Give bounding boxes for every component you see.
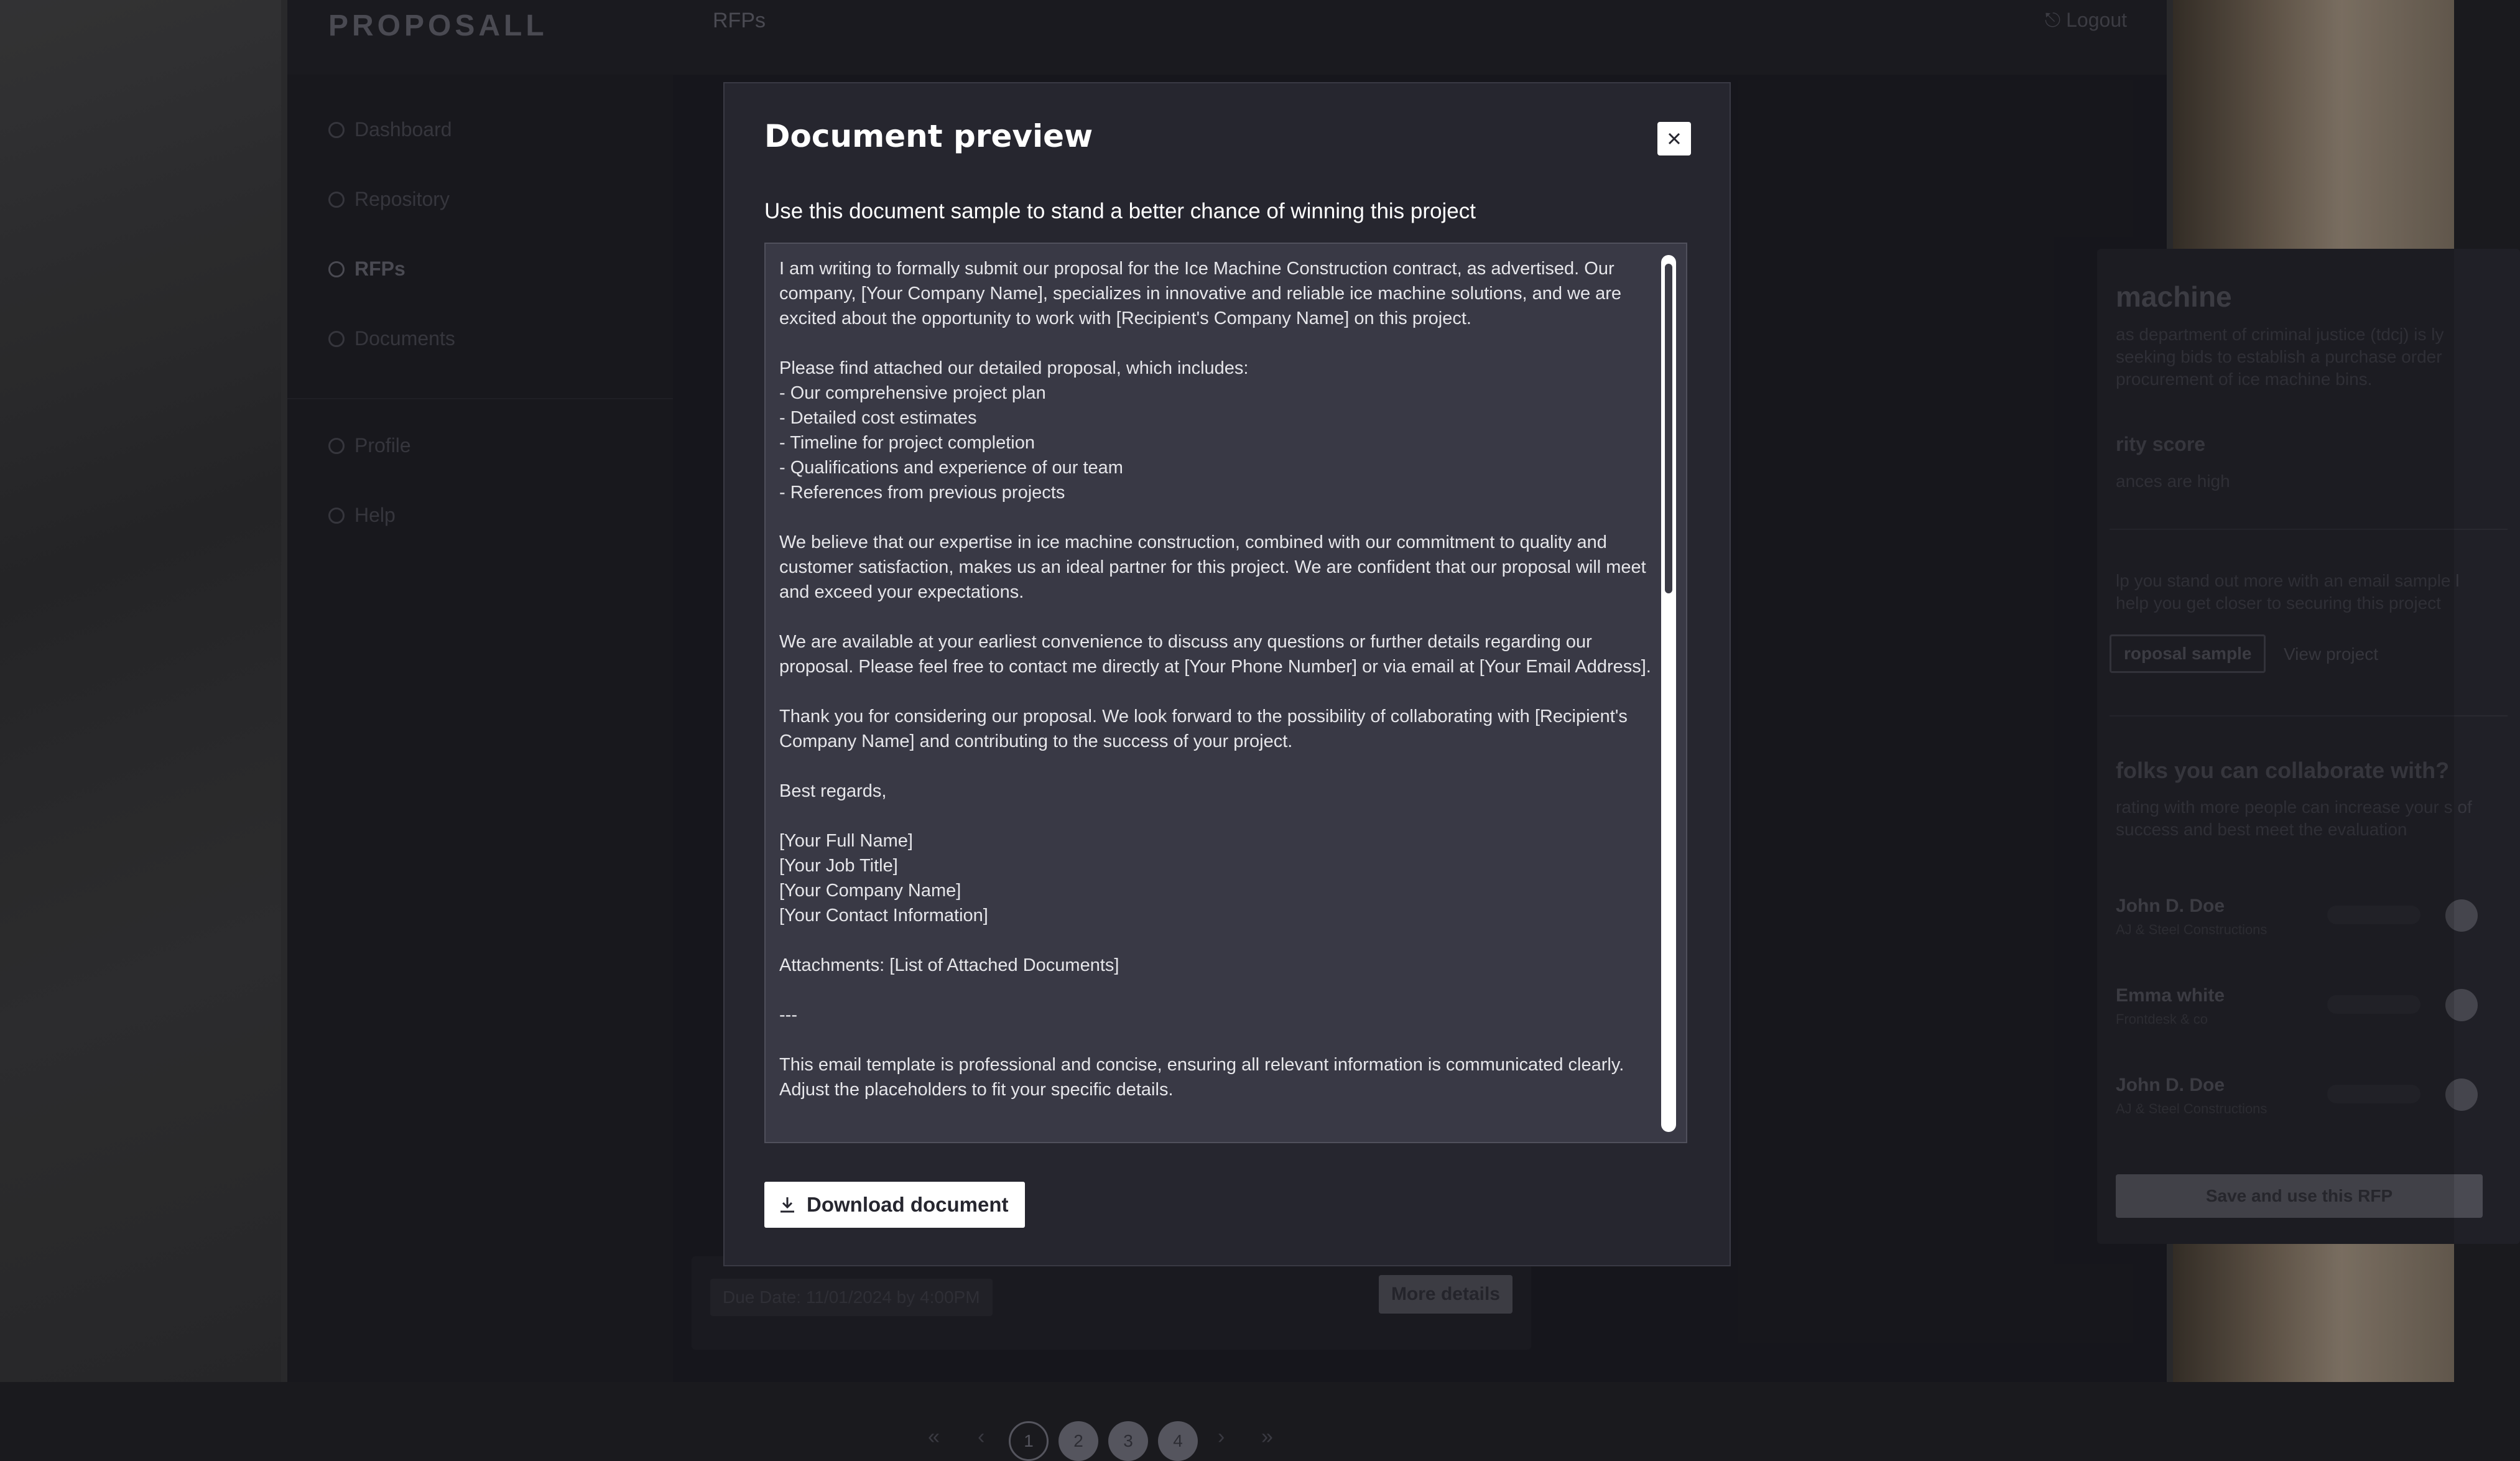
rfp-detail-title: machine	[2116, 281, 2232, 313]
download-icon	[778, 1195, 797, 1214]
next-page-icon[interactable]: ›	[1218, 1425, 1225, 1449]
page-button-2[interactable]: 2	[1058, 1421, 1098, 1461]
scrollbar-thumb[interactable]	[1665, 264, 1672, 593]
download-document-button[interactable]	[764, 1182, 1025, 1228]
more-details-button[interactable]: More details	[1379, 1275, 1512, 1314]
prev-page-icon[interactable]: ‹	[978, 1425, 985, 1449]
close-icon	[1667, 132, 1681, 146]
document-scrollbar[interactable]	[1661, 255, 1676, 1132]
score-note: ances are high	[2116, 471, 2230, 491]
logout-icon: ⎋	[2044, 9, 2067, 31]
document-preview-modal	[723, 82, 1731, 1266]
page-title: RFPs	[713, 9, 766, 32]
pagination	[673, 1421, 1544, 1459]
proposal-sample-button[interactable]: roposal sample	[2110, 634, 2266, 673]
collaborator-name: John D. Doe	[2116, 1075, 2225, 1095]
due-date-badge: Due Date: 11/01/2024 by 4:00PM	[710, 1279, 993, 1316]
page-button-1[interactable]: 1	[1009, 1421, 1049, 1461]
collaborator-company: AJ & Steel Constructions	[2116, 1101, 2268, 1116]
collaborator-company: AJ & Steel Constructions	[2116, 922, 2268, 937]
sidebar-item-label: Repository	[354, 188, 450, 210]
sidebar-item-label: RFPs	[354, 257, 405, 280]
app-logo: PROPOSALL	[328, 9, 548, 42]
close-button[interactable]	[1657, 122, 1691, 155]
first-page-icon[interactable]: «	[928, 1425, 940, 1449]
sidebar-item-label: Profile	[354, 434, 411, 457]
sidebar-item-label: Documents	[354, 327, 455, 350]
sidebar-item-label: Dashboard	[354, 118, 452, 141]
download-label: Download document	[807, 1193, 1009, 1216]
score-label: rity score	[2116, 433, 2206, 455]
save-rfp-button[interactable]: Save and use this RFP	[2116, 1174, 2483, 1218]
sample-note: lp you stand out more with an email sample l help you get closer to securing this project	[2116, 571, 2460, 613]
collaborator-company: Frontdesk & co	[2116, 1011, 2208, 1027]
page-button-4[interactable]: 4	[1158, 1421, 1198, 1461]
last-page-icon[interactable]: »	[1261, 1425, 1273, 1449]
collaborator-name: John D. Doe	[2116, 896, 2225, 916]
document-preview-box[interactable]	[764, 243, 1687, 1143]
logout-label: Logout	[2066, 9, 2127, 31]
collaborate-note: rating with more people can increase your s of success and best meet the evaluation	[2116, 797, 2472, 839]
collaborator-name: Emma white	[2116, 985, 2225, 1006]
rfp-detail-description: as department of criminal justice (tdcj) is ly seeking bids to establish a purchase order procurement of ice machine bins.	[2116, 325, 2444, 389]
page-button-3[interactable]: 3	[1108, 1421, 1148, 1461]
view-project-link[interactable]: View project	[2284, 644, 2379, 664]
modal-subtitle: Use this document sample to stand a better chance of winning this project	[764, 199, 1476, 223]
document-text: I am writing to formally submit our proposal for the Ice Machine Construction contract, as advertised. Our company, [Your Company Name], specializes in innovative and reliable ice machine solutions, and we are excited about the opportunity to work with [Recipient's Company Name] on this project. Please find attached our detailed proposal, which includes: - Our comprehensive project plan - Detailed cost estimates - Timeline for project completion - Qualifications and experience of our team - References from previous projects We believe that our expertise in ice machine construction, combined with our commitment to quality and customer satisfaction, makes us an ideal partner for this project. We are confident that our proposal will meet and exceed your expectations. We are available at your earliest convenience to discuss any questions or further details regarding our proposal. Please feel free to contact me directly at [Your Phone Number] or via email at [Your Email Address]. Thank you for considering our proposal. We look forward to the possibility of collaborating with [Recipient's Company Name] and contributing to the success of your project. Best regards, [Your Full Name] [Your Job Title] [Your Company Name] [Your Contact Information] Attachments: [List of Attached Documents] --- This email template is professional and concise, ensuring all relevant information is communicated clearly. Adjust the placeholders to fit your specific details.	[779, 259, 1651, 1100]
collaborate-title: folks you can collaborate with?	[2116, 758, 2450, 783]
sidebar-item-label: Help	[354, 504, 396, 526]
modal-title: Document preview	[764, 118, 1093, 154]
